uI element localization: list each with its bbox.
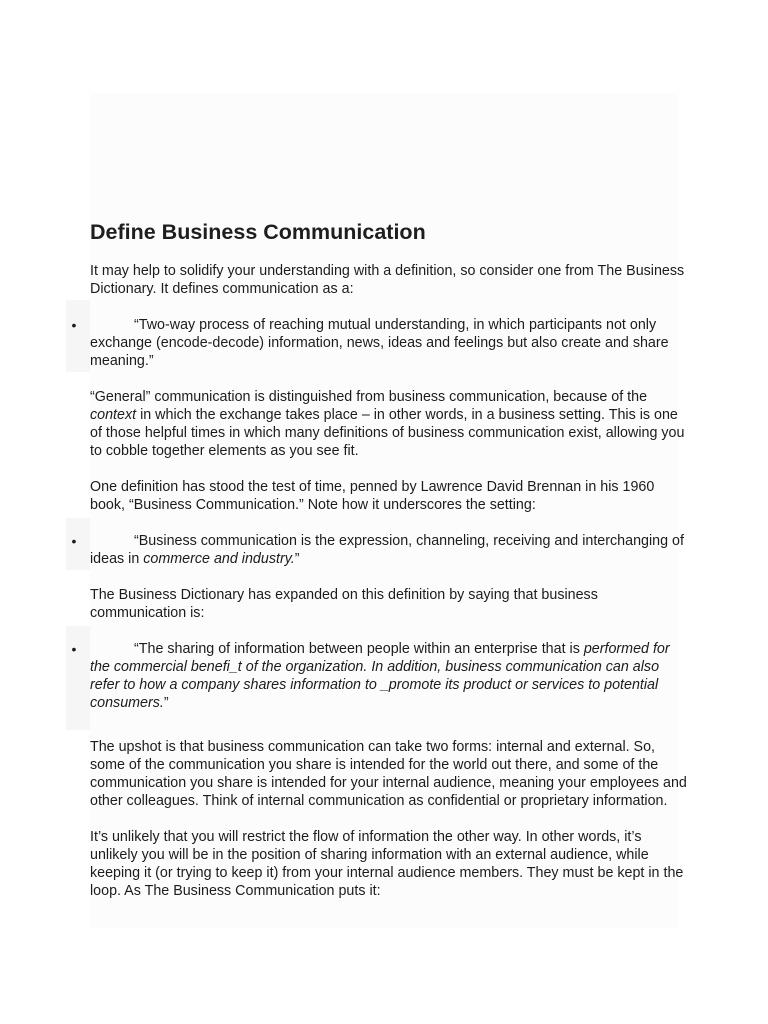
- restriction-paragraph: It’s unlikely that you will restrict the flow of information the other way. In other words, it’s unlikely you will be in the position of sharing information with an external audience, while keeping it (or trying to keep it) from your internal audience members. They must be kept in the loop. As The Business Communication puts it:: [90, 829, 684, 899]
- definition-bullet-2: [71, 532, 690, 568]
- bullet-icon: •: [71, 533, 77, 549]
- bullet-text: “Two-way process of reaching mutual understanding, in which participants not only exchange (encode-decode) information, news, ideas and feelings but also create and share meaning.”: [90, 317, 669, 369]
- upshot-paragraph: The upshot is that business communication can take two forms: internal and external. So, some of the communication you share is intended for the world out there, and some of the communication you share is intended for your internal audience, meaning your employees and other colleagues. Think of internal communication as confidential or proprietary information.: [90, 739, 687, 809]
- brennan-paragraph: One definition has stood the test of time, penned by Lawrence David Brennan in his 1960 book, “Business Communication.” Note how it underscores the setting:: [90, 479, 655, 513]
- document-body: [71, 218, 690, 918]
- definition-bullet-1: [71, 316, 690, 370]
- bullet-icon: •: [71, 641, 77, 657]
- dictionary-paragraph: The Business Dictionary has expanded on this definition by saying that business communication is:: [90, 587, 598, 621]
- bullet-margin-band: [66, 300, 90, 372]
- page-title: Define Business Communication: [90, 220, 426, 244]
- bullet-text: “Business communication is the expression, channeling, receiving and interchanging of ideas in commerce and industry.”: [90, 533, 684, 567]
- bullet-text: “The sharing of information between people within an enterprise that is performed for the commercial benefi_t of the organization. In addition, business communication can also refer to how a company shares information to _promote its product or services to potential consumers.”: [90, 641, 670, 711]
- intro-paragraph: It may help to solidify your understanding with a definition, so consider one from The Business Dictionary. It defines communication as a:: [90, 263, 685, 297]
- general-communication-paragraph: “General” communication is distinguished from business communication, because of the context in which the exchange takes place – in other words, in a business setting. This is one of those helpful times in which many definitions of business communication exist, allowing you to cobble together elements as you see fit.: [90, 389, 685, 459]
- definition-bullet-3: [71, 640, 690, 712]
- bullet-icon: •: [71, 317, 77, 333]
